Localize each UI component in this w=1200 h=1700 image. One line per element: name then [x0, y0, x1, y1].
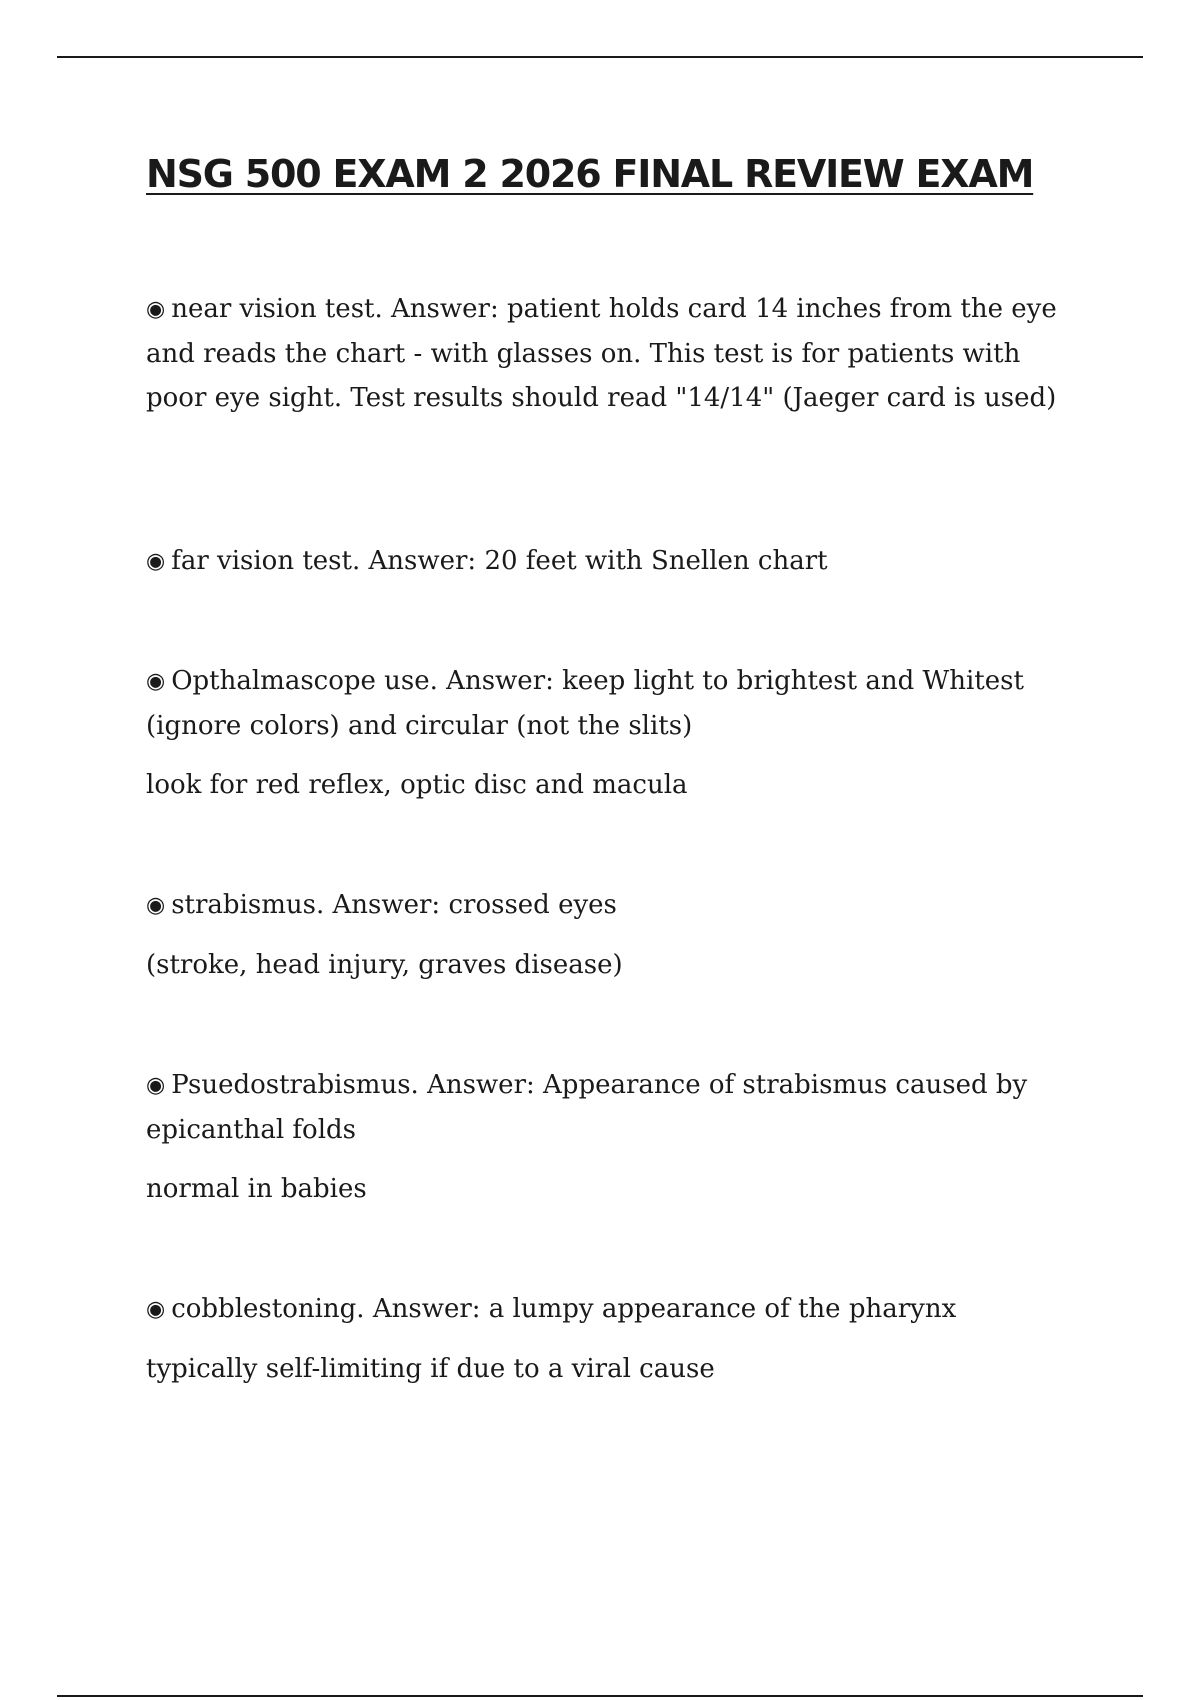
- qa-question-answer: [146, 1287, 1086, 1332]
- radio-bullet-icon: ◉: [146, 1297, 166, 1322]
- top-divider: [57, 56, 1143, 58]
- radio-bullet-icon: ◉: [146, 669, 166, 694]
- qa-text: strabismus. Answer: crossed eyes: [171, 890, 617, 920]
- radio-bullet-icon: ◉: [146, 297, 166, 322]
- qa-text: near vision test. Answer: patient holds card 14 inches from the eye and reads the chart - with glasses on. This test is for patients with poor eye sight. Test results should read "14/14" (Jaeger card is used): [146, 294, 1057, 413]
- qa-item-far-vision-test: [146, 539, 1086, 584]
- qa-item-psuedostrabismus: [146, 1063, 1086, 1211]
- qa-question-answer: [146, 287, 1086, 420]
- qa-note: look for red reflex, optic disc and macula: [146, 770, 688, 800]
- qa-item-strabismus: [146, 883, 1086, 987]
- qa-text: Psuedostrabismus. Answer: Appearance of strabismus caused by epicanthal folds: [146, 1070, 1028, 1145]
- qa-question-answer: [146, 883, 1086, 928]
- radio-bullet-icon: ◉: [146, 893, 166, 918]
- qa-note: normal in babies: [146, 1174, 367, 1204]
- qa-item-opthalmascope-use: [146, 659, 1086, 807]
- qa-text: Opthalmascope use. Answer: keep light to brightest and Whitest (ignore colors) and circular (not the slits): [146, 666, 1024, 741]
- radio-bullet-icon: ◉: [146, 549, 166, 574]
- qa-question-answer: [146, 539, 1086, 584]
- qa-note: typically self-limiting if due to a viral cause: [146, 1354, 715, 1384]
- qa-text: cobblestoning. Answer: a lumpy appearance of the pharynx: [171, 1294, 957, 1324]
- qa-question-answer: [146, 1063, 1086, 1152]
- qa-item-cobblestoning: [146, 1287, 1086, 1391]
- qa-note: (stroke, head injury, graves disease): [146, 950, 623, 980]
- radio-bullet-icon: ◉: [146, 1073, 166, 1098]
- bottom-divider: [57, 1695, 1143, 1697]
- qa-question-answer: [146, 659, 1086, 748]
- qa-text: far vision test. Answer: 20 feet with Snellen chart: [171, 546, 828, 576]
- qa-item-near-vision-test: [146, 287, 1086, 420]
- page-title: NSG 500 EXAM 2 2026 FINAL REVIEW EXAM: [146, 152, 1034, 196]
